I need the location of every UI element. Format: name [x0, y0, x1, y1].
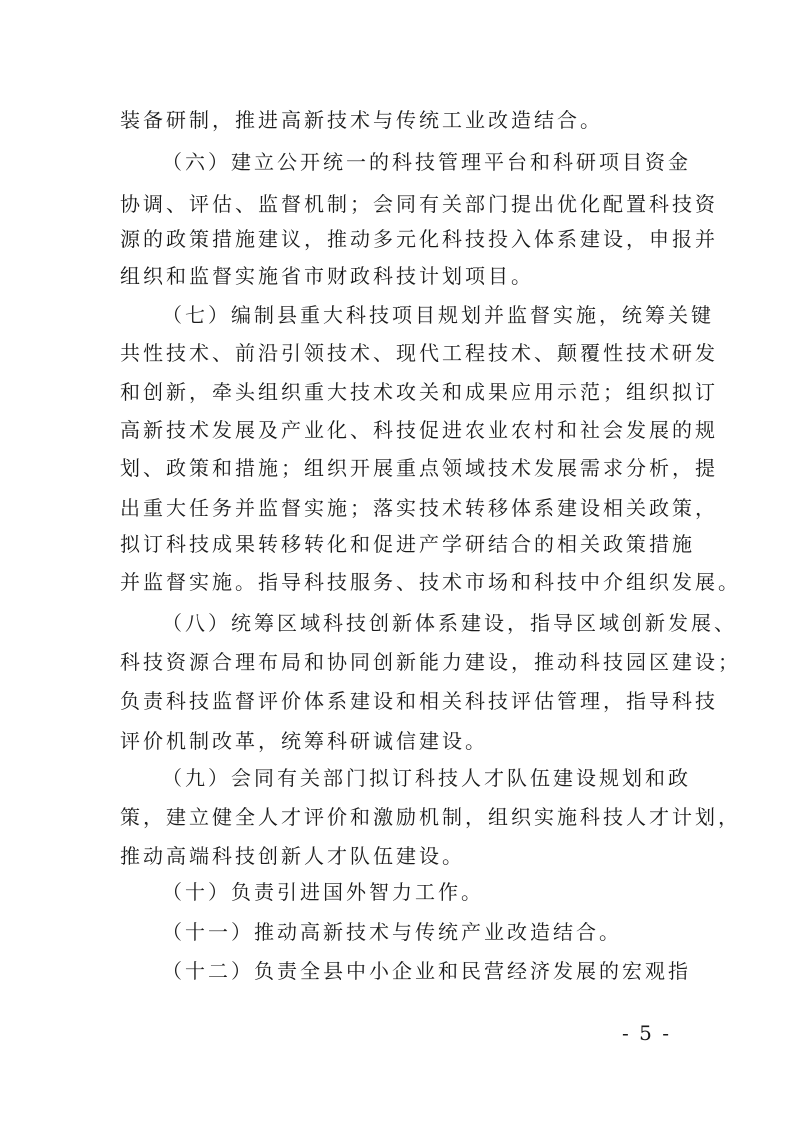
text-line: 推动高端科技创新人才队伍建设。 [120, 844, 465, 868]
text-line: 并监督实施。指导科技服务、技术市场和科技中介组织发展。 [120, 570, 741, 594]
text-line: （八）统筹区域科技创新体系建设，指导区域创新发展、 [162, 611, 737, 635]
text-line: 协调、评估、监督机制；会同有关部门提出优化配置科技资 [120, 192, 718, 216]
text-line: 和创新，牵头组织重大技术攻关和成果应用示范；组织拟订 [120, 380, 718, 404]
text-line: 高新技术发展及产业化、科技促进农业农村和社会发展的规 [120, 418, 718, 442]
text-line: 组织和监督实施省市财政科技计划项目。 [120, 264, 534, 288]
text-line: 划、政策和措施；组织开展重点领域技术发展需求分析，提 [120, 456, 718, 480]
text-line: 源的政策措施建议，推动多元化科技投入体系建设，申报并 [120, 227, 718, 251]
text-line: 拟订科技成果转移转化和促进产学研结合的相关政策措施 [120, 532, 695, 556]
text-line: （九）会同有关部门拟订科技人才队伍建设规划和政 [162, 766, 691, 790]
text-line: 负责科技监督评价体系建设和相关科技评估管理，指导科技 [120, 689, 718, 713]
text-line: （十）负责引进国外智力工作。 [162, 880, 484, 904]
text-line: 装备研制，推进高新技术与传统工业改造结合。 [120, 108, 603, 132]
page-number: - 5 - [622, 1021, 671, 1045]
text-line: 出重大任务并监督实施；落实技术转移体系建设相关政策， [120, 496, 718, 520]
text-line: （七）编制县重大科技项目规划并监督实施，统筹关键 [162, 303, 714, 327]
text-line: （十一）推动高新技术与传统产业改造结合。 [162, 920, 622, 944]
text-line: （十二）负责全县中小企业和民营经济发展的宏观指 [162, 959, 691, 983]
text-line: 评价机制改革，统筹科研诚信建设。 [120, 729, 488, 753]
text-line: 科技资源合理布局和协同创新能力建设，推动科技园区建设； [120, 650, 741, 674]
text-line: 共性技术、前沿引领技术、现代工程技术、颠覆性技术研发 [120, 341, 718, 365]
text-line: （六）建立公开统一的科技管理平台和科研项目资金 [162, 150, 691, 174]
text-line: 策，建立健全人才评价和激励机制，组织实施科技人才计划， [120, 805, 741, 829]
